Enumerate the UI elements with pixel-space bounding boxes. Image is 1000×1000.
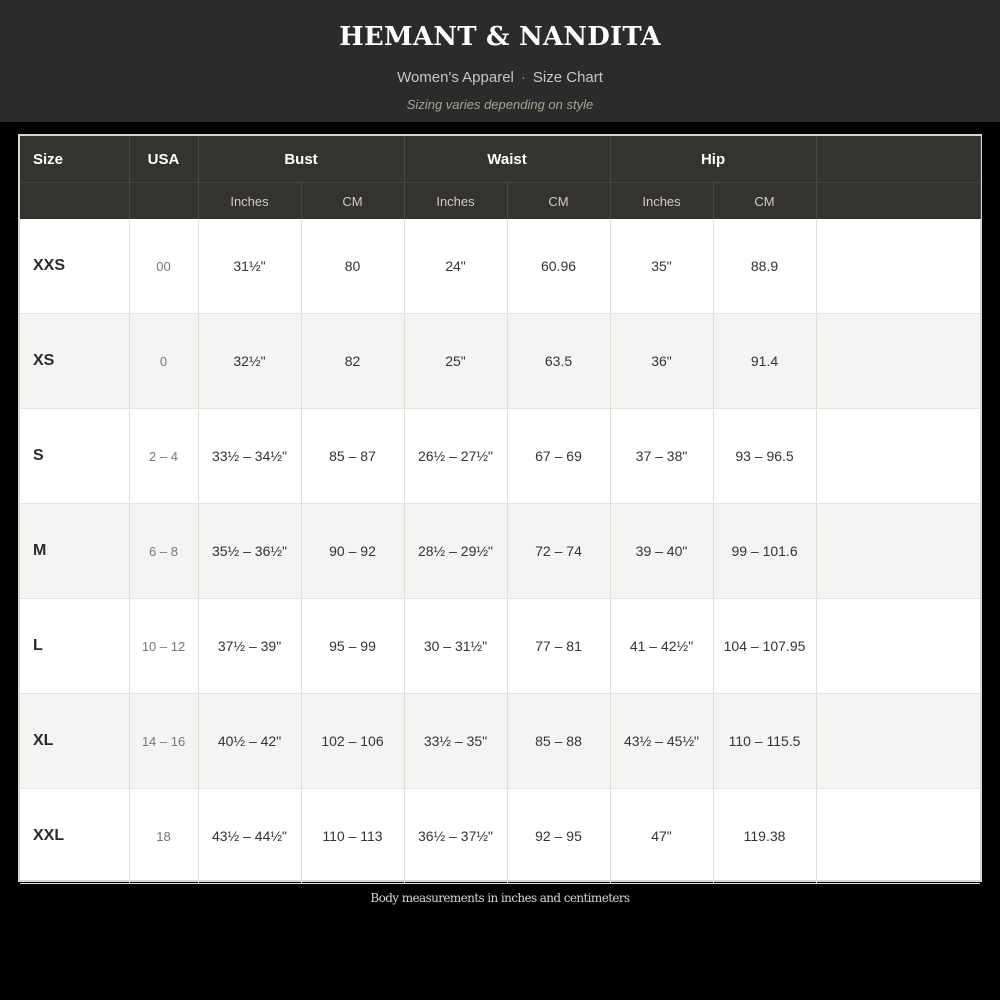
size-table (20, 136, 981, 884)
waist-cm-cell: 72 – 74 (507, 504, 610, 599)
size-cell: XL (20, 694, 129, 789)
header-size: Size (20, 136, 129, 183)
hip-inches-cell: 36" (610, 314, 713, 409)
subheader-spacer (816, 183, 980, 220)
size-cell: XXL (20, 789, 129, 884)
hip-cm-cell: 110 – 115.5 (713, 694, 816, 789)
spacer-cell (816, 694, 980, 789)
subheader-hip-inches: Inches (610, 183, 713, 220)
hip-cm-cell: 119.38 (713, 789, 816, 884)
waist-inches-cell: 33½ – 35" (404, 694, 507, 789)
table-row (20, 789, 980, 884)
waist-inches-cell: 28½ – 29½" (404, 504, 507, 599)
brand-header (0, 0, 1000, 122)
chart-name: Size Chart (532, 69, 603, 86)
hip-inches-cell: 41 – 42½" (610, 599, 713, 694)
bust-cm-cell: 82 (301, 314, 404, 409)
size-cell: S (20, 409, 129, 504)
header-bust: Bust (198, 136, 404, 183)
category-label: Women's Apparel (397, 69, 514, 86)
table-row (20, 219, 980, 314)
waist-inches-cell: 36½ – 37½" (404, 789, 507, 884)
table-header-row (20, 136, 980, 183)
hip-inches-cell: 43½ – 45½" (610, 694, 713, 789)
waist-cm-cell: 77 – 81 (507, 599, 610, 694)
size-cell: XS (20, 314, 129, 409)
usa-cell: 14 – 16 (129, 694, 198, 789)
sizing-note: Sizing varies depending on style (406, 97, 594, 112)
brand-name: HEMANT & NANDITA (339, 22, 661, 52)
hip-inches-cell: 35" (610, 219, 713, 314)
bust-inches-cell: 35½ – 36½" (198, 504, 301, 599)
bust-inches-cell: 32½" (198, 314, 301, 409)
hip-inches-cell: 37 – 38" (610, 409, 713, 504)
spacer-cell (816, 314, 980, 409)
subheader-bust-inches: Inches (198, 183, 301, 220)
size-cell: M (20, 504, 129, 599)
subheader-hip-cm: CM (713, 183, 816, 220)
spacer-cell (816, 789, 980, 884)
usa-cell: 6 – 8 (129, 504, 198, 599)
hip-inches-cell: 47" (610, 789, 713, 884)
chart-subtitle (0, 69, 1000, 86)
hip-cm-cell: 104 – 107.95 (713, 599, 816, 694)
table-row (20, 314, 980, 409)
bust-cm-cell: 102 – 106 (301, 694, 404, 789)
bust-inches-cell: 37½ – 39" (198, 599, 301, 694)
waist-cm-cell: 92 – 95 (507, 789, 610, 884)
subheader-waist-cm: CM (507, 183, 610, 220)
hip-cm-cell: 99 – 101.6 (713, 504, 816, 599)
hip-cm-cell: 88.9 (713, 219, 816, 314)
usa-cell: 10 – 12 (129, 599, 198, 694)
waist-cm-cell: 85 – 88 (507, 694, 610, 789)
subtitle-separator: · (520, 69, 526, 86)
usa-cell: 18 (129, 789, 198, 884)
hip-inches-cell: 39 – 40" (610, 504, 713, 599)
bust-cm-cell: 80 (301, 219, 404, 314)
usa-cell: 0 (129, 314, 198, 409)
spacer-cell (816, 409, 980, 504)
subheader-bust-cm: CM (301, 183, 404, 220)
footer-note: Body measurements in inches and centimeters (370, 891, 630, 905)
waist-cm-cell: 63.5 (507, 314, 610, 409)
bust-cm-cell: 110 – 113 (301, 789, 404, 884)
waist-inches-cell: 24" (404, 219, 507, 314)
waist-cm-cell: 67 – 69 (507, 409, 610, 504)
waist-inches-cell: 30 – 31½" (404, 599, 507, 694)
bust-cm-cell: 85 – 87 (301, 409, 404, 504)
spacer-cell (816, 599, 980, 694)
header-spacer (816, 136, 980, 183)
subheader-usa-empty (129, 183, 198, 220)
waist-inches-cell: 25" (404, 314, 507, 409)
size-cell: XXS (20, 219, 129, 314)
bust-cm-cell: 90 – 92 (301, 504, 404, 599)
bust-inches-cell: 43½ – 44½" (198, 789, 301, 884)
size-table-container (18, 134, 982, 882)
usa-cell: 2 – 4 (129, 409, 198, 504)
spacer-cell (816, 504, 980, 599)
header-hip: Hip (610, 136, 816, 183)
size-cell: L (20, 599, 129, 694)
bust-inches-cell: 31½" (198, 219, 301, 314)
waist-inches-cell: 26½ – 27½" (404, 409, 507, 504)
waist-cm-cell: 60.96 (507, 219, 610, 314)
bust-inches-cell: 33½ – 34½" (198, 409, 301, 504)
table-row (20, 599, 980, 694)
spacer-cell (816, 219, 980, 314)
hip-cm-cell: 93 – 96.5 (713, 409, 816, 504)
subheader-size-empty (20, 183, 129, 220)
table-row (20, 504, 980, 599)
bust-cm-cell: 95 – 99 (301, 599, 404, 694)
header-usa: USA (129, 136, 198, 183)
table-row (20, 409, 980, 504)
bust-inches-cell: 40½ – 42" (198, 694, 301, 789)
table-row (20, 694, 980, 789)
table-subheader-row (20, 183, 980, 220)
usa-cell: 00 (129, 219, 198, 314)
subheader-waist-inches: Inches (404, 183, 507, 220)
header-waist: Waist (404, 136, 610, 183)
hip-cm-cell: 91.4 (713, 314, 816, 409)
